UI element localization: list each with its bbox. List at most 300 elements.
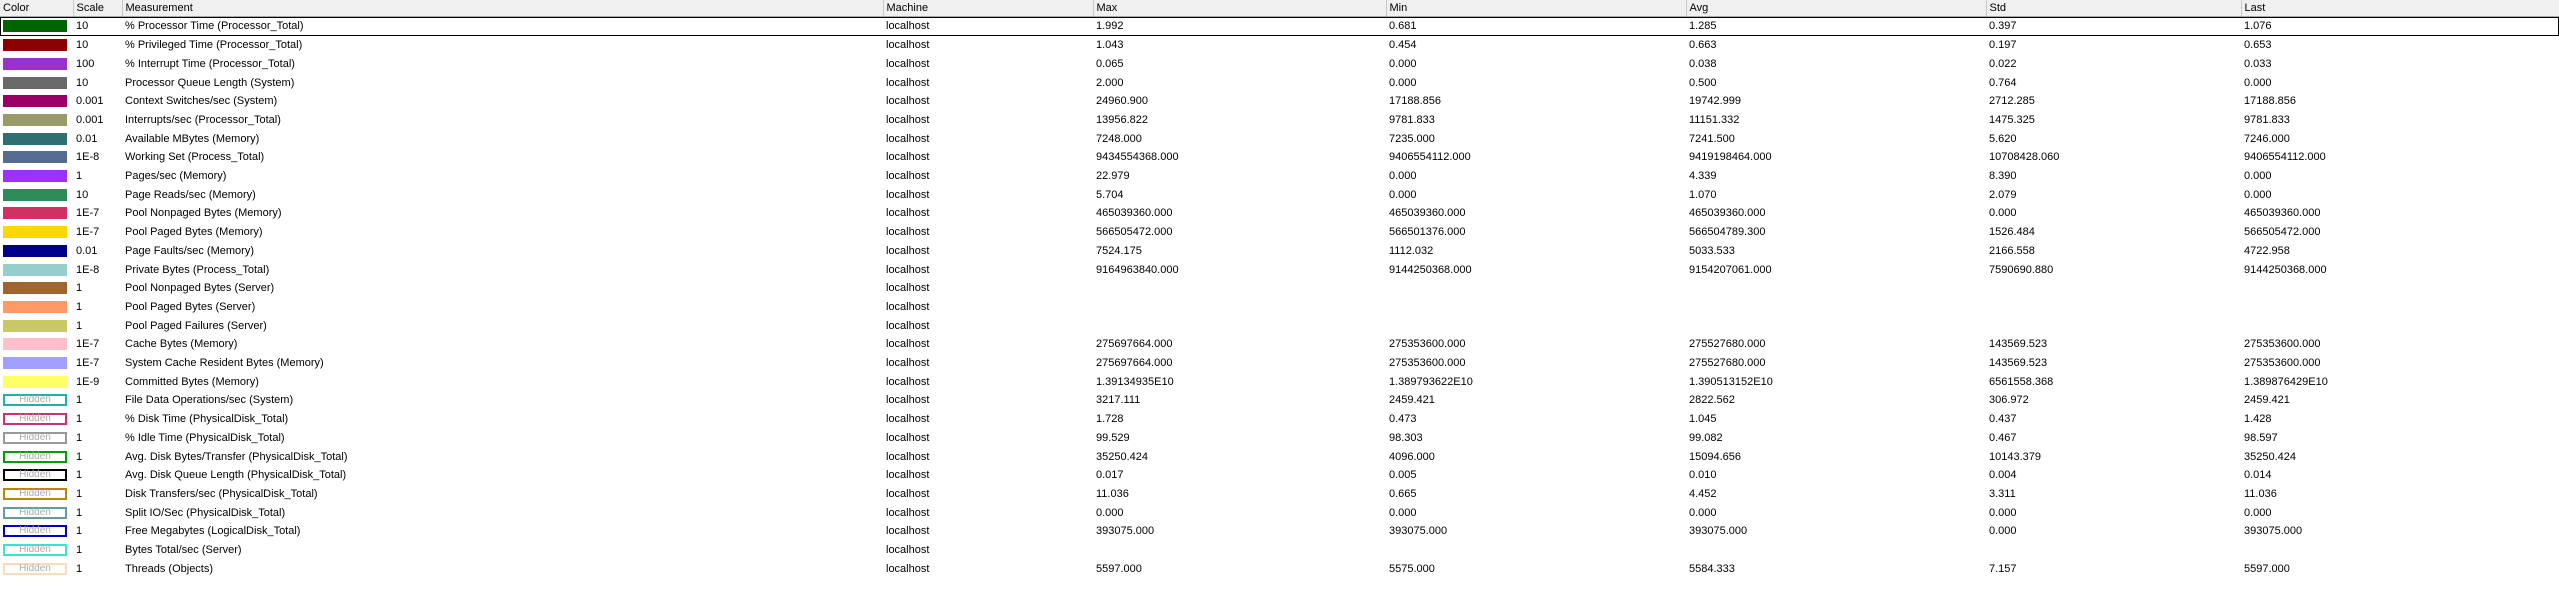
last-cell: 0.653	[2244, 39, 2272, 52]
std-cell: 0.437	[1989, 413, 2017, 426]
std-cell: 0.000	[1989, 207, 2017, 220]
std-cell: 8.390	[1989, 170, 2017, 183]
color-swatch[interactable]	[3, 20, 67, 32]
table-row[interactable]	[0, 92, 2559, 111]
avg-cell: 465039360.000	[1689, 207, 1766, 220]
avg-cell: 11151.332	[1689, 113, 1740, 126]
std-cell: 10143.379	[1989, 450, 2041, 463]
table-row[interactable]	[0, 17, 2559, 36]
last-cell	[2241, 279, 2559, 298]
last-cell: 98.597	[2244, 431, 2278, 444]
max-cell: 0.000	[1096, 506, 1124, 519]
color-swatch[interactable]	[3, 207, 67, 219]
machine-cell: localhost	[886, 244, 930, 257]
max-cell	[1093, 541, 1386, 560]
machine-cell: localhost	[886, 20, 930, 33]
table-row[interactable]	[0, 241, 2559, 260]
measurement-cell: Avg. Disk Queue Length (PhysicalDisk_Total)	[125, 469, 347, 482]
measurement-cell: Threads (Objects)	[125, 562, 214, 575]
machine-cell: localhost	[886, 338, 930, 351]
empty-area-cell	[0, 578, 2559, 597]
table-row[interactable]	[0, 54, 2559, 73]
table-row[interactable]	[0, 298, 2559, 317]
scale-cell: 1	[76, 394, 83, 407]
std-cell: 0.004	[1989, 469, 2017, 482]
avg-cell	[1686, 316, 1986, 335]
max-cell: 11.036	[1096, 487, 1129, 500]
measurement-cell: Pool Paged Bytes (Server)	[125, 300, 256, 313]
empty-area	[0, 578, 2559, 597]
max-cell	[1093, 316, 1386, 335]
color-swatch[interactable]	[3, 282, 67, 294]
color-swatch[interactable]	[3, 226, 67, 238]
max-cell: 5597.000	[1096, 562, 1142, 575]
measurement-cell: Free Megabytes (LogicalDisk_Total)	[125, 525, 301, 538]
color-swatch[interactable]	[3, 189, 67, 201]
avg-cell: 1.070	[1689, 188, 1717, 201]
last-cell: 0.000	[2244, 76, 2272, 89]
avg-cell: 2822.562	[1689, 394, 1735, 407]
last-cell: 275353600.000	[2244, 357, 2321, 370]
avg-cell: 9419198464.000	[1689, 151, 1772, 164]
color-cell[interactable]	[0, 447, 73, 466]
min-cell: 17188.856	[1389, 95, 1441, 108]
avg-cell: 0.000	[1689, 506, 1717, 519]
color-cell[interactable]	[0, 522, 73, 541]
avg-cell: 1.045	[1689, 413, 1717, 426]
hidden-color-swatch[interactable]: Hidden	[3, 507, 67, 519]
avg-cell: 393075.000	[1689, 525, 1748, 538]
table-row[interactable]	[0, 429, 2559, 448]
measurement-cell: Disk Transfers/sec (PhysicalDisk_Total)	[125, 487, 318, 500]
min-cell: 275353600.000	[1389, 338, 1466, 351]
avg-cell: 15094.656	[1689, 450, 1741, 463]
max-cell: 1.39134935E10	[1096, 375, 1174, 388]
color-cell[interactable]	[0, 316, 73, 335]
std-cell	[1986, 316, 2241, 335]
max-cell: 24960.900	[1096, 95, 1148, 108]
std-cell: 5.620	[1989, 132, 2017, 145]
max-cell	[1093, 298, 1386, 317]
min-cell: 9144250368.000	[1389, 263, 1472, 276]
color-swatch[interactable]	[3, 151, 67, 163]
table-row[interactable]	[0, 36, 2559, 55]
column-header-measurement[interactable]: Measurement	[122, 0, 883, 17]
avg-cell	[1686, 541, 1986, 560]
scale-cell: 1E-7	[76, 357, 100, 370]
last-cell: 7246.000	[2244, 132, 2290, 145]
max-cell: 22.979	[1096, 170, 1130, 183]
machine-cell: localhost	[886, 132, 930, 145]
color-cell[interactable]	[0, 410, 73, 429]
last-cell: 0.000	[2244, 170, 2272, 183]
color-cell[interactable]	[0, 372, 73, 391]
min-cell: 0.454	[1389, 39, 1417, 52]
table-row[interactable]	[0, 129, 2559, 148]
last-cell: 275353600.000	[2244, 338, 2321, 351]
table-row[interactable]	[0, 391, 2559, 410]
avg-cell: 19742.999	[1689, 95, 1741, 108]
hidden-color-swatch[interactable]: Hidden	[3, 488, 67, 500]
std-cell	[1986, 298, 2241, 317]
color-cell[interactable]	[0, 391, 73, 410]
machine-cell: localhost	[886, 375, 930, 388]
max-cell: 0.065	[1096, 57, 1124, 70]
machine-cell: localhost	[886, 506, 930, 519]
column-header-avg[interactable]: Avg	[1686, 0, 1986, 17]
avg-cell: 0.500	[1689, 76, 1717, 89]
min-cell: 0.473	[1389, 413, 1417, 426]
table-row[interactable]	[0, 522, 2559, 541]
scale-cell: 1	[76, 282, 83, 295]
min-cell	[1386, 541, 1686, 560]
table-row[interactable]	[0, 541, 2559, 560]
color-swatch[interactable]	[3, 264, 67, 276]
scale-cell: 1	[76, 506, 83, 519]
table-row[interactable]	[0, 185, 2559, 204]
hidden-color-swatch[interactable]: Hidden	[3, 563, 67, 575]
min-cell	[1386, 316, 1686, 335]
color-cell[interactable]	[0, 559, 73, 578]
machine-cell: localhost	[886, 57, 930, 70]
min-cell: 9781.833	[1389, 113, 1435, 126]
column-header-machine[interactable]: Machine	[883, 0, 1093, 17]
color-swatch[interactable]	[3, 320, 67, 332]
std-cell: 0.397	[1989, 20, 2017, 33]
min-cell: 465039360.000	[1389, 207, 1466, 220]
machine-cell: localhost	[886, 319, 930, 332]
color-swatch[interactable]	[3, 58, 67, 70]
color-swatch[interactable]	[3, 338, 67, 350]
machine-cell: localhost	[886, 450, 930, 463]
min-cell: 0.000	[1389, 506, 1417, 519]
std-cell: 0.764	[1989, 76, 2017, 89]
color-cell[interactable]	[0, 260, 73, 279]
std-cell: 0.000	[1989, 506, 2017, 519]
measurement-cell: Page Reads/sec (Memory)	[125, 188, 256, 201]
min-cell: 2459.421	[1389, 394, 1435, 407]
last-cell: 1.428	[2244, 413, 2272, 426]
scale-cell: 1E-7	[76, 207, 100, 220]
column-header-color[interactable]: Color	[0, 0, 73, 17]
std-cell: 6561558.368	[1989, 375, 2054, 388]
last-cell: 11.036	[2244, 487, 2277, 500]
max-cell: 99.529	[1096, 431, 1130, 444]
table-row[interactable]	[0, 466, 2559, 485]
color-cell[interactable]	[0, 111, 73, 130]
measurement-cell: Avg. Disk Bytes/Transfer (PhysicalDisk_Total)	[125, 450, 348, 463]
color-cell[interactable]	[0, 129, 73, 148]
color-cell[interactable]	[0, 185, 73, 204]
table-row[interactable]	[0, 279, 2559, 298]
color-swatch[interactable]	[3, 301, 67, 313]
table-row[interactable]	[0, 260, 2559, 279]
measurement-cell: % Disk Time (PhysicalDisk_Total)	[125, 413, 289, 426]
machine-cell: localhost	[886, 39, 930, 52]
max-cell: 275697664.000	[1096, 338, 1173, 351]
color-cell[interactable]	[0, 17, 73, 36]
table-row[interactable]	[0, 485, 2559, 504]
color-swatch[interactable]	[3, 114, 67, 126]
color-cell[interactable]	[0, 503, 73, 522]
header-row	[0, 0, 2559, 17]
std-cell: 1526.484	[1989, 226, 2035, 239]
table-row[interactable]	[0, 372, 2559, 391]
measurement-cell: Page Faults/sec (Memory)	[125, 244, 254, 257]
color-swatch[interactable]	[3, 170, 67, 182]
machine-cell: localhost	[886, 151, 930, 164]
measurement-cell: Pool Nonpaged Bytes (Memory)	[125, 207, 282, 220]
scale-cell: 0.001	[76, 113, 104, 126]
table-row[interactable]	[0, 354, 2559, 373]
measurement-cell: System Cache Resident Bytes (Memory)	[125, 357, 324, 370]
color-cell[interactable]	[0, 279, 73, 298]
table-row[interactable]	[0, 223, 2559, 242]
scale-cell: 0.01	[76, 244, 98, 257]
max-cell: 393075.000	[1096, 525, 1155, 538]
table-row[interactable]	[0, 111, 2559, 130]
std-cell: 3.311	[1989, 487, 2016, 500]
last-cell: 9406554112.000	[2244, 151, 2326, 164]
column-header-max[interactable]: Max	[1093, 0, 1386, 17]
avg-cell: 275527680.000	[1689, 357, 1766, 370]
color-cell[interactable]	[0, 167, 73, 186]
machine-cell: localhost	[886, 487, 930, 500]
measurement-cell: Private Bytes (Process_Total)	[125, 263, 270, 276]
last-cell	[2241, 541, 2559, 560]
scale-cell: 10	[76, 76, 89, 89]
color-swatch[interactable]	[3, 77, 67, 89]
color-cell[interactable]	[0, 485, 73, 504]
measurement-cell: % Interrupt Time (Processor_Total)	[125, 57, 295, 70]
color-cell[interactable]	[0, 354, 73, 373]
measurement-cell: Pool Nonpaged Bytes (Server)	[125, 282, 275, 295]
max-cell: 5.704	[1096, 188, 1124, 201]
color-cell[interactable]	[0, 92, 73, 111]
machine-cell: localhost	[886, 188, 930, 201]
max-cell: 7248.000	[1096, 132, 1142, 145]
min-cell: 0.000	[1389, 170, 1417, 183]
avg-cell: 0.663	[1689, 39, 1717, 52]
color-swatch[interactable]	[3, 357, 67, 369]
color-cell[interactable]	[0, 204, 73, 223]
color-cell[interactable]	[0, 241, 73, 260]
scale-cell: 1	[76, 413, 83, 426]
max-cell: 2.000	[1096, 76, 1124, 89]
std-cell: 7.157	[1989, 562, 2017, 575]
scale-cell: 0.01	[76, 132, 98, 145]
machine-cell: localhost	[886, 95, 930, 108]
hidden-color-swatch[interactable]: Hidden	[3, 469, 67, 481]
table-row[interactable]	[0, 559, 2559, 578]
last-cell: 0.033	[2244, 57, 2272, 70]
max-cell: 7524.175	[1096, 244, 1142, 257]
last-cell: 9781.833	[2244, 113, 2290, 126]
avg-cell: 4.452	[1689, 487, 1717, 500]
machine-cell: localhost	[886, 357, 930, 370]
avg-cell: 0.038	[1689, 57, 1717, 70]
machine-cell: localhost	[886, 207, 930, 220]
min-cell	[1386, 279, 1686, 298]
table-row[interactable]	[0, 316, 2559, 335]
std-cell: 10708428.060	[1989, 151, 2060, 164]
last-cell: 465039360.000	[2244, 207, 2321, 220]
last-cell: 566505472.000	[2244, 226, 2321, 239]
scale-cell: 1E-9	[76, 375, 100, 388]
counter-rows	[0, 17, 2559, 597]
color-swatch[interactable]	[3, 245, 67, 257]
last-cell: 393075.000	[2244, 525, 2303, 538]
machine-cell: localhost	[886, 76, 930, 89]
max-cell: 566505472.000	[1096, 226, 1173, 239]
machine-cell: localhost	[886, 282, 930, 295]
min-cell: 1.389793622E10	[1389, 375, 1473, 388]
table-row[interactable]	[0, 204, 2559, 223]
measurement-cell: Available MBytes (Memory)	[125, 132, 260, 145]
last-cell: 4722.958	[2244, 244, 2290, 257]
scale-cell: 0.001	[76, 95, 104, 108]
min-cell: 9406554112.000	[1389, 151, 1471, 164]
machine-cell: localhost	[886, 170, 930, 183]
std-cell: 7590690.880	[1989, 263, 2054, 276]
table-row[interactable]	[0, 447, 2559, 466]
min-cell: 5575.000	[1389, 562, 1435, 575]
avg-cell: 0.010	[1689, 469, 1717, 482]
color-swatch[interactable]	[3, 39, 67, 51]
hidden-color-swatch[interactable]: Hidden	[3, 432, 67, 444]
table-row[interactable]	[0, 335, 2559, 354]
color-cell[interactable]	[0, 148, 73, 167]
avg-cell: 1.390513152E10	[1689, 375, 1773, 388]
last-cell: 2459.421	[2244, 394, 2290, 407]
max-cell: 35250.424	[1096, 450, 1148, 463]
min-cell: 0.681	[1389, 20, 1417, 33]
min-cell: 0.000	[1389, 76, 1417, 89]
machine-cell: localhost	[886, 226, 930, 239]
column-header-min[interactable]: Min	[1386, 0, 1686, 17]
table-row[interactable]	[0, 73, 2559, 92]
std-cell: 0.197	[1989, 39, 2017, 52]
max-cell: 275697664.000	[1096, 357, 1173, 370]
color-cell[interactable]	[0, 73, 73, 92]
scale-cell: 1	[76, 431, 83, 444]
machine-cell: localhost	[886, 525, 930, 538]
max-cell: 3217.111	[1096, 394, 1141, 407]
max-cell: 9434554368.000	[1096, 151, 1179, 164]
std-cell: 0.000	[1989, 525, 2017, 538]
avg-cell: 99.082	[1689, 431, 1723, 444]
table-row[interactable]	[0, 503, 2559, 522]
hidden-color-swatch[interactable]: Hidden	[3, 525, 67, 537]
hidden-color-swatch[interactable]: Hidden	[3, 413, 67, 425]
last-cell	[2241, 298, 2559, 317]
measurement-cell: Processor Queue Length (System)	[125, 76, 295, 89]
last-cell: 1.076	[2244, 20, 2272, 33]
scale-cell: 1	[76, 544, 83, 557]
hidden-color-swatch[interactable]: Hidden	[3, 451, 67, 463]
machine-cell: localhost	[886, 113, 930, 126]
std-cell: 306.972	[1989, 394, 2029, 407]
measurement-cell: Pages/sec (Memory)	[125, 170, 227, 183]
machine-cell: localhost	[886, 431, 930, 444]
color-cell[interactable]	[0, 54, 73, 73]
avg-cell: 9154207061.000	[1689, 263, 1772, 276]
last-cell: 35250.424	[2244, 450, 2296, 463]
measurement-cell: % Privileged Time (Processor_Total)	[125, 39, 303, 52]
avg-cell	[1686, 279, 1986, 298]
scale-cell: 10	[76, 20, 89, 33]
avg-cell	[1686, 298, 1986, 317]
scale-cell: 1	[76, 300, 83, 313]
measurement-cell: % Idle Time (PhysicalDisk_Total)	[125, 431, 285, 444]
std-cell: 0.022	[1989, 57, 2017, 70]
last-cell: 5597.000	[2244, 562, 2290, 575]
max-cell	[1093, 279, 1386, 298]
min-cell: 393075.000	[1389, 525, 1448, 538]
machine-cell: localhost	[886, 469, 930, 482]
table-row[interactable]	[0, 167, 2559, 186]
avg-cell: 275527680.000	[1689, 338, 1766, 351]
color-cell[interactable]	[0, 223, 73, 242]
std-cell: 2712.285	[1989, 95, 2035, 108]
color-cell[interactable]	[0, 298, 73, 317]
color-cell[interactable]	[0, 466, 73, 485]
std-cell: 2166.558	[1989, 244, 2035, 257]
table-row[interactable]	[0, 410, 2559, 429]
max-cell: 13956.822	[1096, 113, 1148, 126]
hidden-color-swatch[interactable]: Hidden	[3, 544, 67, 556]
machine-cell: localhost	[886, 300, 930, 313]
color-cell[interactable]	[0, 36, 73, 55]
std-cell: 1475.325	[1989, 113, 2035, 126]
std-cell: 143569.523	[1989, 338, 2048, 351]
color-cell[interactable]	[0, 429, 73, 448]
scale-cell: 1	[76, 319, 83, 332]
min-cell: 0.005	[1389, 469, 1417, 482]
max-cell: 465039360.000	[1096, 207, 1173, 220]
min-cell: 98.303	[1389, 431, 1423, 444]
avg-cell: 5033.533	[1689, 244, 1735, 257]
avg-cell: 4.339	[1689, 170, 1717, 183]
measurement-cell: Working Set (Process_Total)	[125, 151, 265, 164]
scale-cell: 1E-7	[76, 226, 100, 239]
table-row[interactable]	[0, 148, 2559, 167]
min-cell: 7235.000	[1389, 132, 1435, 145]
color-cell[interactable]	[0, 335, 73, 354]
min-cell: 4096.000	[1389, 450, 1435, 463]
machine-cell: localhost	[886, 263, 930, 276]
std-cell: 0.467	[1989, 431, 2017, 444]
column-header-last[interactable]: Last	[2241, 0, 2559, 17]
scale-cell: 1E-8	[76, 263, 100, 276]
avg-cell: 7241.500	[1689, 132, 1735, 145]
color-cell[interactable]	[0, 541, 73, 560]
hidden-color-swatch[interactable]: Hidden	[3, 394, 67, 406]
min-cell: 0.000	[1389, 188, 1417, 201]
max-cell: 1.043	[1096, 39, 1124, 52]
max-cell: 1.992	[1096, 20, 1124, 33]
column-header-std[interactable]: Std	[1986, 0, 2241, 17]
min-cell: 566501376.000	[1389, 226, 1466, 239]
machine-cell: localhost	[886, 413, 930, 426]
color-swatch[interactable]	[3, 376, 67, 388]
color-swatch[interactable]	[3, 95, 67, 107]
scale-cell: 10	[76, 39, 89, 52]
scale-cell: 1	[76, 525, 83, 538]
last-cell: 0.000	[2244, 506, 2272, 519]
column-header-scale[interactable]: Scale	[73, 0, 122, 17]
color-swatch[interactable]	[3, 133, 67, 145]
